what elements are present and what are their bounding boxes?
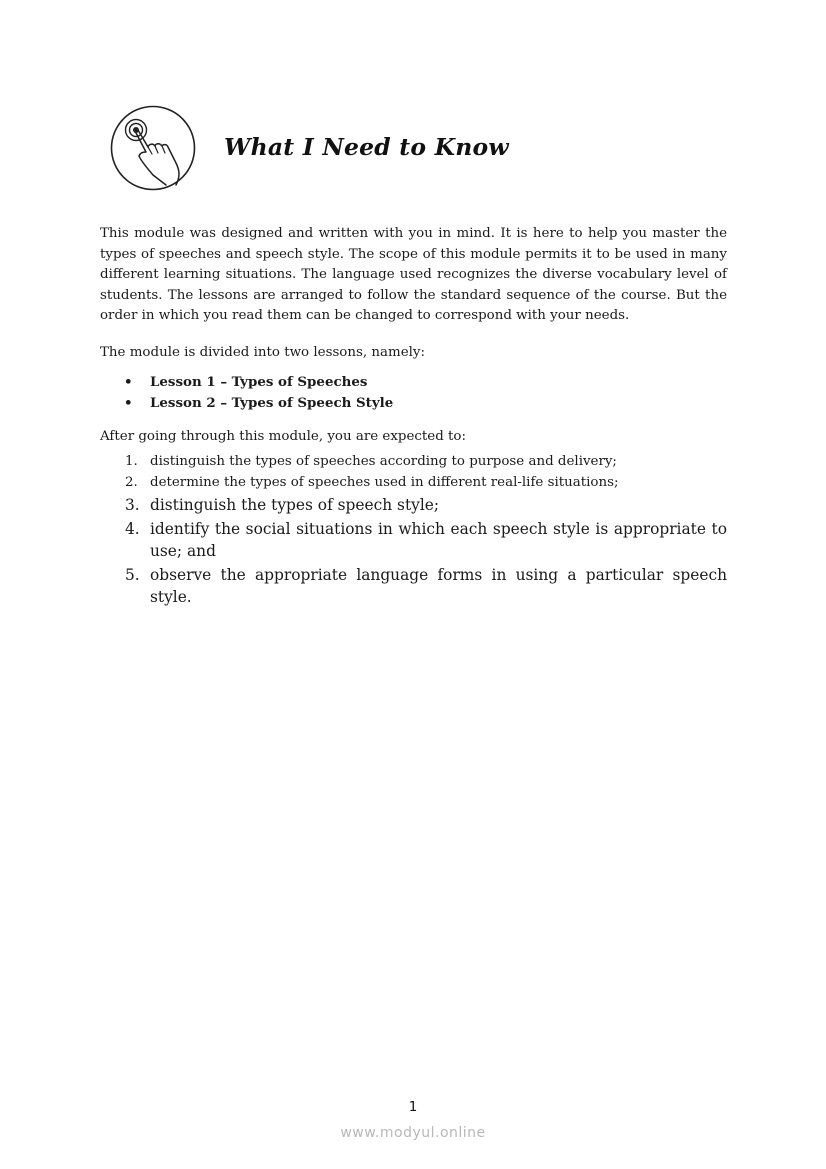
lesson-list bbox=[100, 372, 727, 415]
objective-text: distinguish the types of speeches according to purpose and delivery; bbox=[150, 454, 617, 470]
objective-list bbox=[100, 452, 727, 609]
objective-number: 1. bbox=[125, 454, 138, 470]
intro-paragraph: This module was designed and written with you in mind. It is here to help you master the types of speeches and speech style. The scope of this module permits it to be used in many different learning situations. The language used recognizes the diverse vocabulary level of students. The lessons are arranged to follow the standard sequence of the course. But the order in which you read them can be changed to correspond with your needs. bbox=[100, 226, 727, 324]
lesson-item: • Lesson 2 – Types of Speech Style bbox=[100, 393, 727, 415]
objective-item bbox=[100, 494, 727, 517]
module-content bbox=[100, 224, 727, 609]
objective-number: 3. bbox=[125, 496, 140, 515]
lesson-item: • Lesson 1 – Types of Speeches bbox=[100, 372, 727, 394]
objective-number: 2. bbox=[125, 474, 138, 490]
objective-item bbox=[100, 518, 727, 563]
objective-text: observe the appropriate language forms in using a particular speech style. bbox=[150, 565, 727, 607]
objective-item bbox=[100, 564, 727, 609]
objective-number: 5. bbox=[125, 565, 140, 584]
touch-hand-icon bbox=[110, 105, 196, 191]
lessons-lead: The module is divided into two lessons, namely: bbox=[100, 344, 425, 360]
watermark: www.modyul.online bbox=[340, 1125, 486, 1141]
objective-text: distinguish the types of speech style; bbox=[150, 496, 440, 515]
objective-number: 4. bbox=[125, 519, 140, 538]
objective-text: identify the social situations in which each speech style is appropriate to use; and bbox=[150, 519, 727, 561]
objectives-lead: After going through this module, you are expected to: bbox=[100, 428, 466, 444]
objective-text: determine the types of speeches used in different real-life situations; bbox=[150, 474, 619, 490]
objective-item bbox=[100, 452, 727, 473]
objective-item bbox=[100, 473, 727, 494]
page-number: 1 bbox=[408, 1099, 418, 1115]
page-title: What I Need to Know bbox=[224, 133, 509, 161]
